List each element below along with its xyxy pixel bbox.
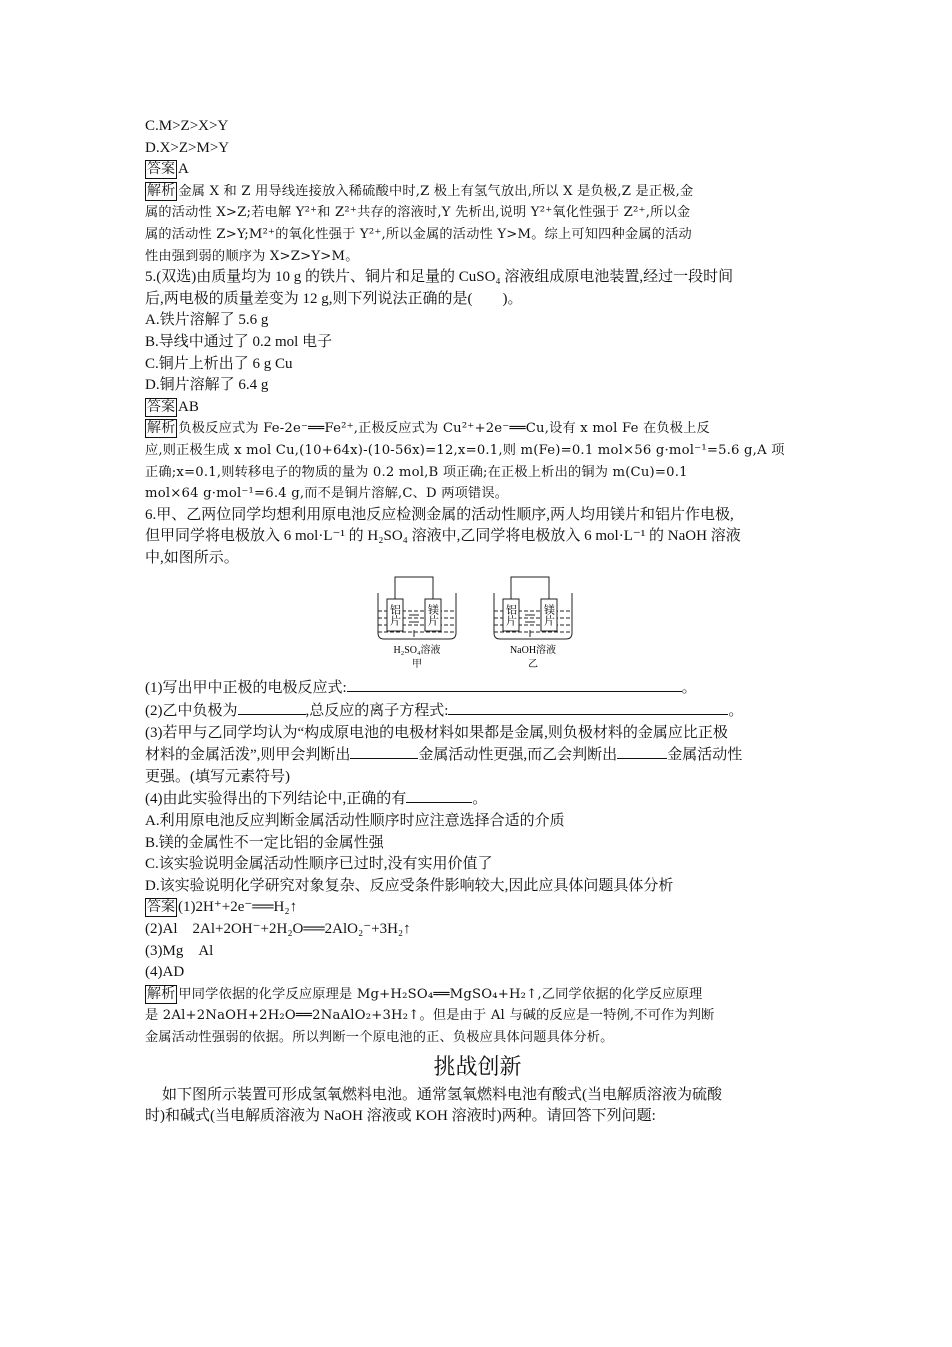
- q6-sub3-blank-2[interactable]: [617, 744, 667, 759]
- q4-analysis-line: 属的活动性 X>Z;若电解 Y²⁺和 Z²⁺共存的溶液时,Y 先析出,说明 Y²⁺氧化性强于 Z²⁺,所以金: [145, 205, 691, 221]
- q5-option: C.铜片上析出了 6 g Cu: [145, 355, 293, 372]
- q6-sub1-blank[interactable]: [347, 677, 682, 692]
- q5-analysis: [145, 418, 810, 504]
- q6-answer: [145, 897, 810, 919]
- q6-sub2-text: (2)乙中负极为: [145, 703, 238, 720]
- q6-answer-line: (3)Mg Al: [145, 942, 214, 959]
- q6-option: D.该实验说明化学研究对象复杂、反应受条件影响较大,因此应具体问题具体分析: [145, 877, 674, 894]
- q4-analysis-line: 性由强到弱的顺序为 X>Z>Y>M。: [145, 248, 359, 264]
- q5-analysis-line: 应,则正极生成 x mol Cu,(10+64x)-(10-56x)=12,x=0.1,则 m(Fe)=0.1 mol×56 g·mol⁻¹=5.6 g,A 项: [145, 442, 785, 458]
- answer-tag: 答案: [147, 899, 175, 916]
- q6-sub2-blank-1[interactable]: [238, 700, 306, 715]
- q5-option: B.导线中通过了 0.2 mol 电子: [145, 333, 333, 350]
- section-title: 挑战创新: [433, 1054, 522, 1080]
- q6-option: B.镁的金属性不一定比铝的金属性强: [145, 834, 384, 851]
- q4-answer-value: A: [178, 161, 189, 178]
- q6-answer-line: (2)Al 2Al+2OH⁻+2H₂O══2AlO₂⁻+3H₂↑: [145, 921, 411, 937]
- cell-yi-electrode-b: 镁片: [542, 604, 556, 627]
- q4-option-d: D.X>Z>M>Y: [145, 139, 230, 156]
- q6-answer-line: (1)2H⁺+2e⁻══H₂↑: [178, 899, 298, 916]
- answer-tag: 答案: [147, 398, 175, 415]
- q6-sub3: (3)若甲与乙同学均认为“构成原电池的电极材料如果都是金属,则负极材料的金属应比正极: [145, 724, 728, 741]
- q6-analysis-line: 是 2Al+2NaOH+2H₂O══2NaAlO₂+3H₂↑。但是由于 Al 与碱的反应是一特例,不可作为判断: [145, 1008, 715, 1024]
- q5-option: A.铁片溶解了 5.6 g: [145, 312, 269, 329]
- q6-analysis: [145, 984, 810, 1049]
- q5-analysis-line: 负极反应式为 Fe-2e⁻══Fe²⁺,正极反应式为 Cu²⁺+2e⁻══Cu,设有 x mol Fe 在负极上反: [178, 421, 710, 437]
- q6-sub2-blank-2[interactable]: [448, 700, 728, 715]
- q6-sub1-text: (1)写出甲中正极的电极反应式:: [145, 680, 347, 697]
- q6-sub1: [145, 677, 810, 700]
- q4-analysis-line: 金属 X 和 Z 用导线连接放入稀硫酸中时,Z 极上有氢气放出,所以 X 是负极,Z 是正极,金: [178, 183, 694, 199]
- q6-sub2: [145, 700, 810, 723]
- q6-stem: 但甲同学将电极放入 6 mol·L⁻¹ 的 H₂SO₄ 溶液中,乙同学将电极放入 6 mol·L⁻¹ 的 NaOH 溶液: [145, 528, 741, 545]
- q5-stem: 5.(双选)由质量均为 10 g 的铁片、铜片和足量的 CuSO₄ 溶液组成原电池装置,经过一段时间: [145, 269, 734, 286]
- q4-analysis-line: 属的活动性 Z>Y;M²⁺的氧化性强于 Y²⁺,所以金属的活动性 Y>M。综上可知四种金属的活动: [145, 226, 692, 242]
- cell-jia-label: 甲: [412, 659, 422, 671]
- q6-answer-line: (4)AD: [145, 964, 185, 981]
- q6-analysis-line: 金属活动性强弱的依据。所以判断一个原电池的正、负极应具体问题具体分析。: [145, 1029, 614, 1045]
- q6-sub1-end: 。: [681, 680, 697, 697]
- q6-sub3-blank-1[interactable]: [350, 744, 418, 759]
- cell-yi-electrode-a: 铝片: [504, 604, 518, 627]
- cell-jia-electrode-a: 铝片: [388, 604, 402, 627]
- analysis-tag: 解析: [147, 420, 176, 437]
- q6-sub2-text: ,总反应的离子方程式:: [305, 703, 449, 720]
- q6-sub4: [145, 788, 810, 811]
- galvanic-cells-figure: [145, 575, 810, 675]
- q6-sub4-text: (4)由此实验得出的下列结论中,正确的有: [145, 791, 407, 808]
- cell-jia-solution: H₂SO₄溶液: [393, 645, 441, 657]
- q5-analysis-line: mol×64 g·mol⁻¹=6.4 g,而不是铜片溶解,C、D 两项错误。: [145, 486, 509, 502]
- q4-option-c: C.M>Z>X>Y: [145, 118, 229, 134]
- q6-sub3-text: 金属活动性更强,而乙会判断出: [418, 747, 618, 764]
- cell-jia-electrode-b: 镁片: [426, 604, 440, 627]
- cell-yi-label: 乙: [528, 659, 538, 671]
- q5-analysis-line: 正确;x=0.1,则转移电子的物质的量为 0.2 mol,B 项正确;在正极上析出的铜为 m(Cu)=0.1: [145, 464, 688, 480]
- galvanic-cells-diagram: [375, 575, 575, 675]
- cell-yi-solution: NaOH溶液: [509, 645, 557, 657]
- q5-stem: 后,两电极的质量差变为 12 g,则下列说法正确的是( )。: [145, 290, 523, 307]
- q6-sub4-blank[interactable]: [406, 788, 472, 803]
- analysis-tag: 解析: [147, 985, 176, 1002]
- q6-sub4-end: 。: [472, 791, 488, 808]
- answer-tag: 答案: [147, 161, 175, 178]
- q6-sub2-end: 。: [728, 703, 744, 720]
- analysis-tag: 解析: [147, 182, 176, 199]
- q6-stem: 6.甲、乙两位同学均想利用原电池反应检测金属的活动性顺序,两人均用镁片和铝片作电极,: [145, 506, 734, 523]
- q6-option: A.利用原电池反应判断金属活动性顺序时应注意选择合适的介质: [145, 813, 565, 830]
- challenge-intro: 如下图所示装置可形成氢氧燃料电池。通常氢氧燃料电池有酸式(当电解质溶液为硫酸: [162, 1086, 722, 1103]
- q4-analysis: [145, 181, 810, 267]
- q6-sub3: 更强。(填写元素符号): [145, 768, 290, 785]
- challenge-intro: 时)和碱式(当电解质溶液为 NaOH 溶液或 KOH 溶液时)两种。请回答下列问题:: [145, 1108, 656, 1125]
- q5-answer: [145, 397, 810, 419]
- q6-stem: 中,如图所示。: [145, 549, 239, 566]
- q6-analysis-line: 甲同学依据的化学反应原理是 Mg+H₂SO₄══MgSO₄+H₂↑,乙同学依据的化学反应原理: [178, 986, 703, 1002]
- q5-option: D.铜片溶解了 6.4 g: [145, 377, 269, 394]
- q4-answer: [145, 159, 810, 181]
- worksheet-page: [145, 116, 810, 1128]
- q5-answer-value: AB: [178, 398, 199, 415]
- q6-option: C.该实验说明金属活动性顺序已过时,没有实用价值了: [145, 856, 493, 873]
- q6-sub3-text: 金属活动性: [667, 747, 743, 764]
- q6-sub3-text: 材料的金属活泼”,则甲会判断出: [145, 747, 351, 764]
- q6-sub3: [145, 744, 810, 767]
